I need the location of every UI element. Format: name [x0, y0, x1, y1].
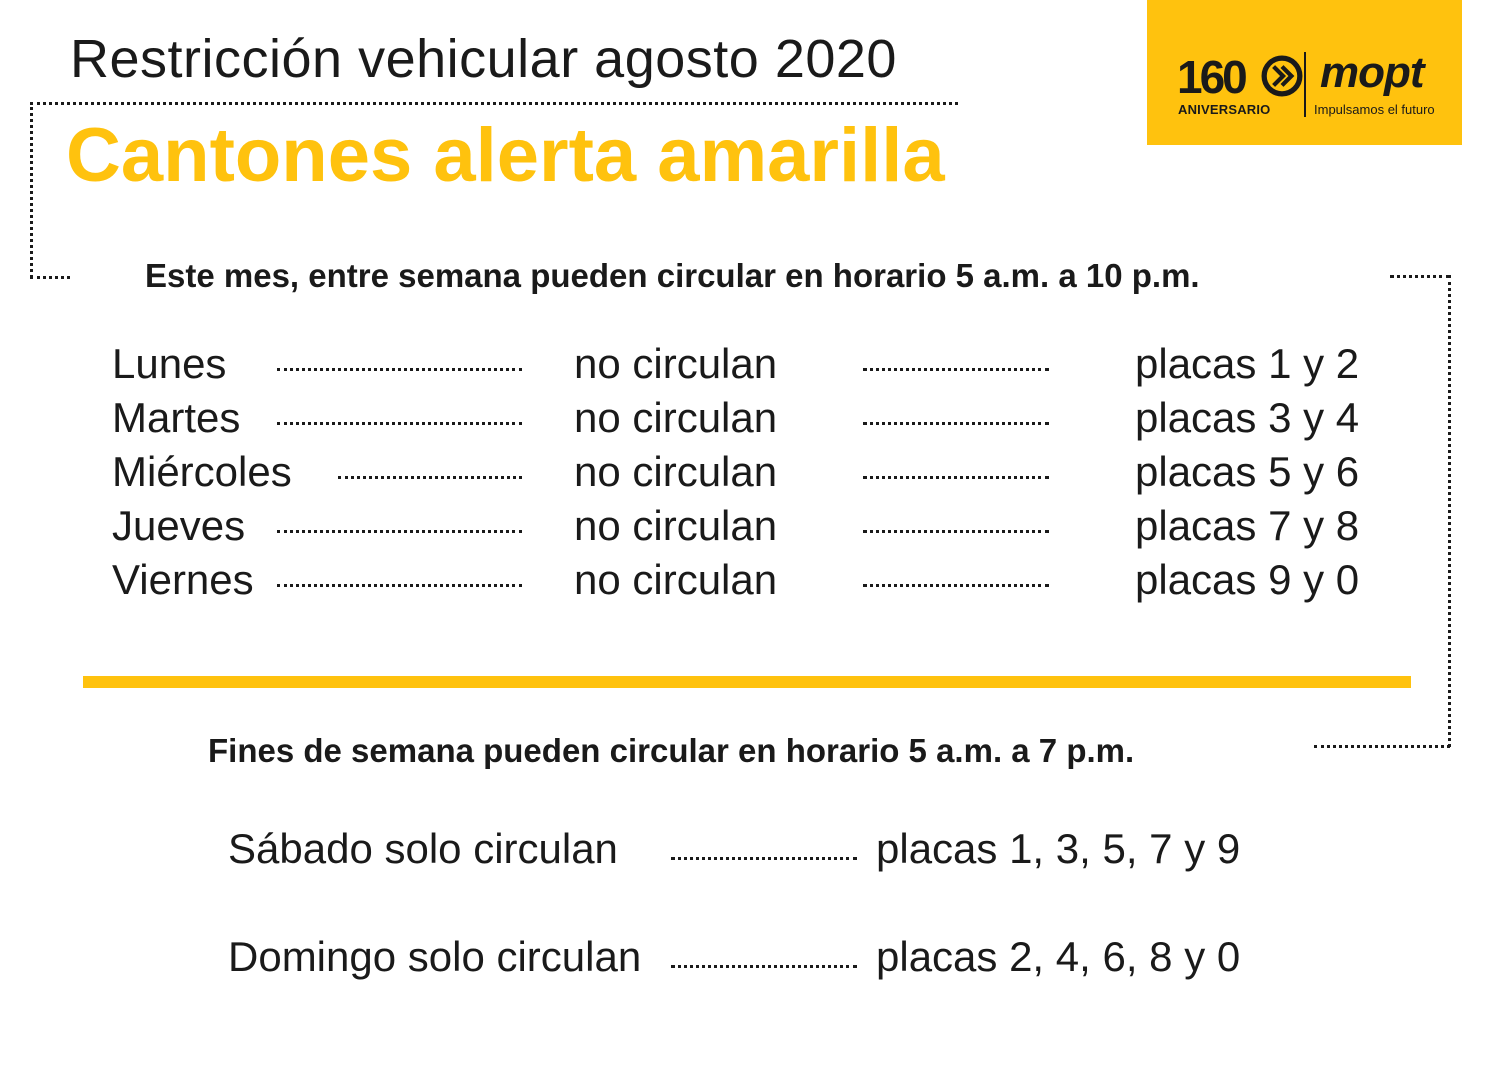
- status-text: no circulan: [574, 448, 778, 495]
- frame-left-line: [30, 102, 33, 278]
- status-text: no circulan: [574, 394, 778, 441]
- dotted-leader: [863, 584, 1049, 587]
- plates-text: placas 9 y 0: [1135, 556, 1360, 603]
- dotted-leader: [277, 584, 522, 587]
- double-chevron-icon: [1261, 55, 1303, 97]
- weekend-day-label: Sábado solo circulan: [228, 825, 618, 872]
- day-label: Martes: [112, 394, 241, 441]
- logo-divider: [1304, 52, 1306, 117]
- frame-top-line: [30, 102, 958, 105]
- plates-text: placas 1 y 2: [1135, 340, 1360, 387]
- plates-text: placas 2, 4, 6, 8 y 0: [876, 933, 1241, 980]
- day-label: Lunes: [112, 340, 227, 387]
- dotted-leader: [863, 476, 1049, 479]
- status-text: no circulan: [574, 502, 778, 549]
- dotted-leader: [863, 368, 1049, 371]
- dotted-leader: [277, 368, 522, 371]
- anniversary-label: ANIVERSARIO: [1178, 102, 1271, 117]
- dotted-leader: [277, 530, 522, 533]
- plates-text: placas 1, 3, 5, 7 y 9: [876, 825, 1241, 872]
- weekday-row: [0, 448, 1500, 502]
- dotted-leader: [277, 422, 522, 425]
- mopt-logo: [1147, 0, 1462, 145]
- weekend-row: [0, 825, 1500, 885]
- dotted-leader: [671, 965, 857, 968]
- weekend-heading: Fines de semana pueden circular en horario 5 a.m. a 7 p.m.: [208, 732, 1135, 769]
- brand-name: mopt: [1320, 48, 1424, 97]
- weekday-heading: Este mes, entre semana pueden circular en horario 5 a.m. a 10 p.m.: [145, 257, 1200, 294]
- plates-text: placas 5 y 6: [1135, 448, 1360, 495]
- day-label: Miércoles: [112, 448, 292, 495]
- brand-slogan: Impulsamos el futuro: [1314, 102, 1435, 117]
- weekday-row: [0, 394, 1500, 448]
- status-text: no circulan: [574, 556, 778, 603]
- dotted-leader: [863, 422, 1049, 425]
- plates-text: placas 7 y 8: [1135, 502, 1360, 549]
- weekend-day-label: Domingo solo circulan: [228, 933, 642, 980]
- weekday-row: [0, 502, 1500, 556]
- status-text: no circulan: [574, 340, 778, 387]
- page-subtitle: Restricción vehicular agosto 2020: [70, 29, 897, 89]
- anniversary-number: 160: [1177, 51, 1245, 103]
- plates-text: placas 3 y 4: [1135, 394, 1360, 441]
- weekday-row: [0, 556, 1500, 610]
- weekday-row: [0, 340, 1500, 394]
- day-label: Viernes: [112, 556, 254, 603]
- frame-right-top-line: [1390, 275, 1450, 278]
- frame-left-foot: [30, 276, 70, 279]
- frame-right-bottom-line: [1314, 745, 1450, 748]
- dotted-leader: [863, 530, 1049, 533]
- section-divider: [83, 676, 1411, 688]
- day-label: Jueves: [112, 502, 246, 549]
- dotted-leader: [338, 476, 522, 479]
- dotted-leader: [671, 857, 857, 860]
- page-title: Cantones alerta amarilla: [66, 113, 945, 198]
- weekend-row: [0, 933, 1500, 993]
